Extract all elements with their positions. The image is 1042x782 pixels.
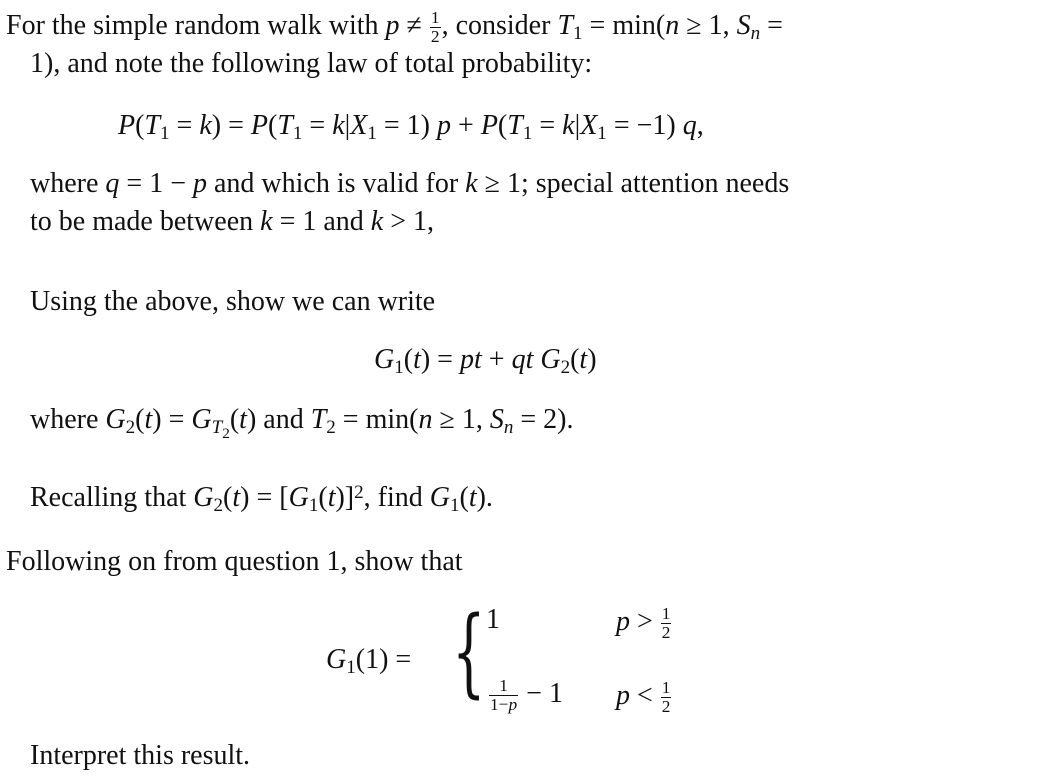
following-on-text: Following on from question 1, show that [6,546,463,577]
paragraph-using-above [30,284,435,320]
equation-total-probability: $P(T_1 = k) = P(T_1 = k|X_1 = 1) p + P(T_1 = k|X_1 = -1)$ q, [118,110,704,145]
piecewise-case-1-value: 1 [486,604,500,635]
where-text-1: where [30,168,106,199]
paragraph-where-line1: where q = 1 − p and which is valid for k ≥ 1; special attention needs [30,168,790,199]
paragraph-where-line2: to be made between k = 1 and k > 1, [30,206,435,237]
where-text-5: and [316,206,371,237]
intro-text-2: , consider [441,10,558,41]
piecewise-case-2-value: $\frac{1}{1-p}$ − 1 [490,675,563,715]
intro-text-1: For the simple random walk with [6,10,386,41]
paragraph-recalling: Recalling that $G_2(t) = [G_1(t)]^2$, find $G_1(t)$. [30,482,493,517]
piecewise-case-1-condition: p > $\frac{1}{2}$ [616,603,671,643]
intro-text-3: 1), and note the following law of total probability: [30,48,593,79]
piecewise-brace: { [452,596,486,708]
paragraph-intro-line1: For the simple random walk with p ≠ $\frac{1}{2}$ , consider $T_1 = \min(n \ge 1$, $S_n$ = [6,7,783,47]
recalling-text-1: Recalling that [30,482,194,513]
where-text-3: ; special attention needs [520,168,790,199]
paragraph-interpret [30,738,250,774]
using-above-text: Using the above, show we can write [30,286,436,317]
interpret-text: Interpret this result. [30,740,251,771]
equation-g1-recursion: $G_1(t)$ = pt + qt $G_2(t)$ [374,344,597,379]
paragraph-intro-line2 [30,46,592,82]
where-g2-text-2: and [256,404,311,435]
recalling-text-2: , find [363,482,430,513]
where-text-2: and which is valid for [207,168,466,199]
paragraph-where-g2: where $G_2(t) = G_{T_2}(t)$ and $T_2 = \min(n \ge 1$, $S_n = 2$). [30,404,574,442]
paragraph-following-on [6,544,463,580]
where-g2-text-1: where [30,404,106,435]
where-text-4: to be made between [30,206,261,237]
equation-g1-at-one-lhs: $G_1(1)$ = [326,644,412,679]
piecewise-case-2-condition: p < $\frac{1}{2}$ [616,677,671,717]
